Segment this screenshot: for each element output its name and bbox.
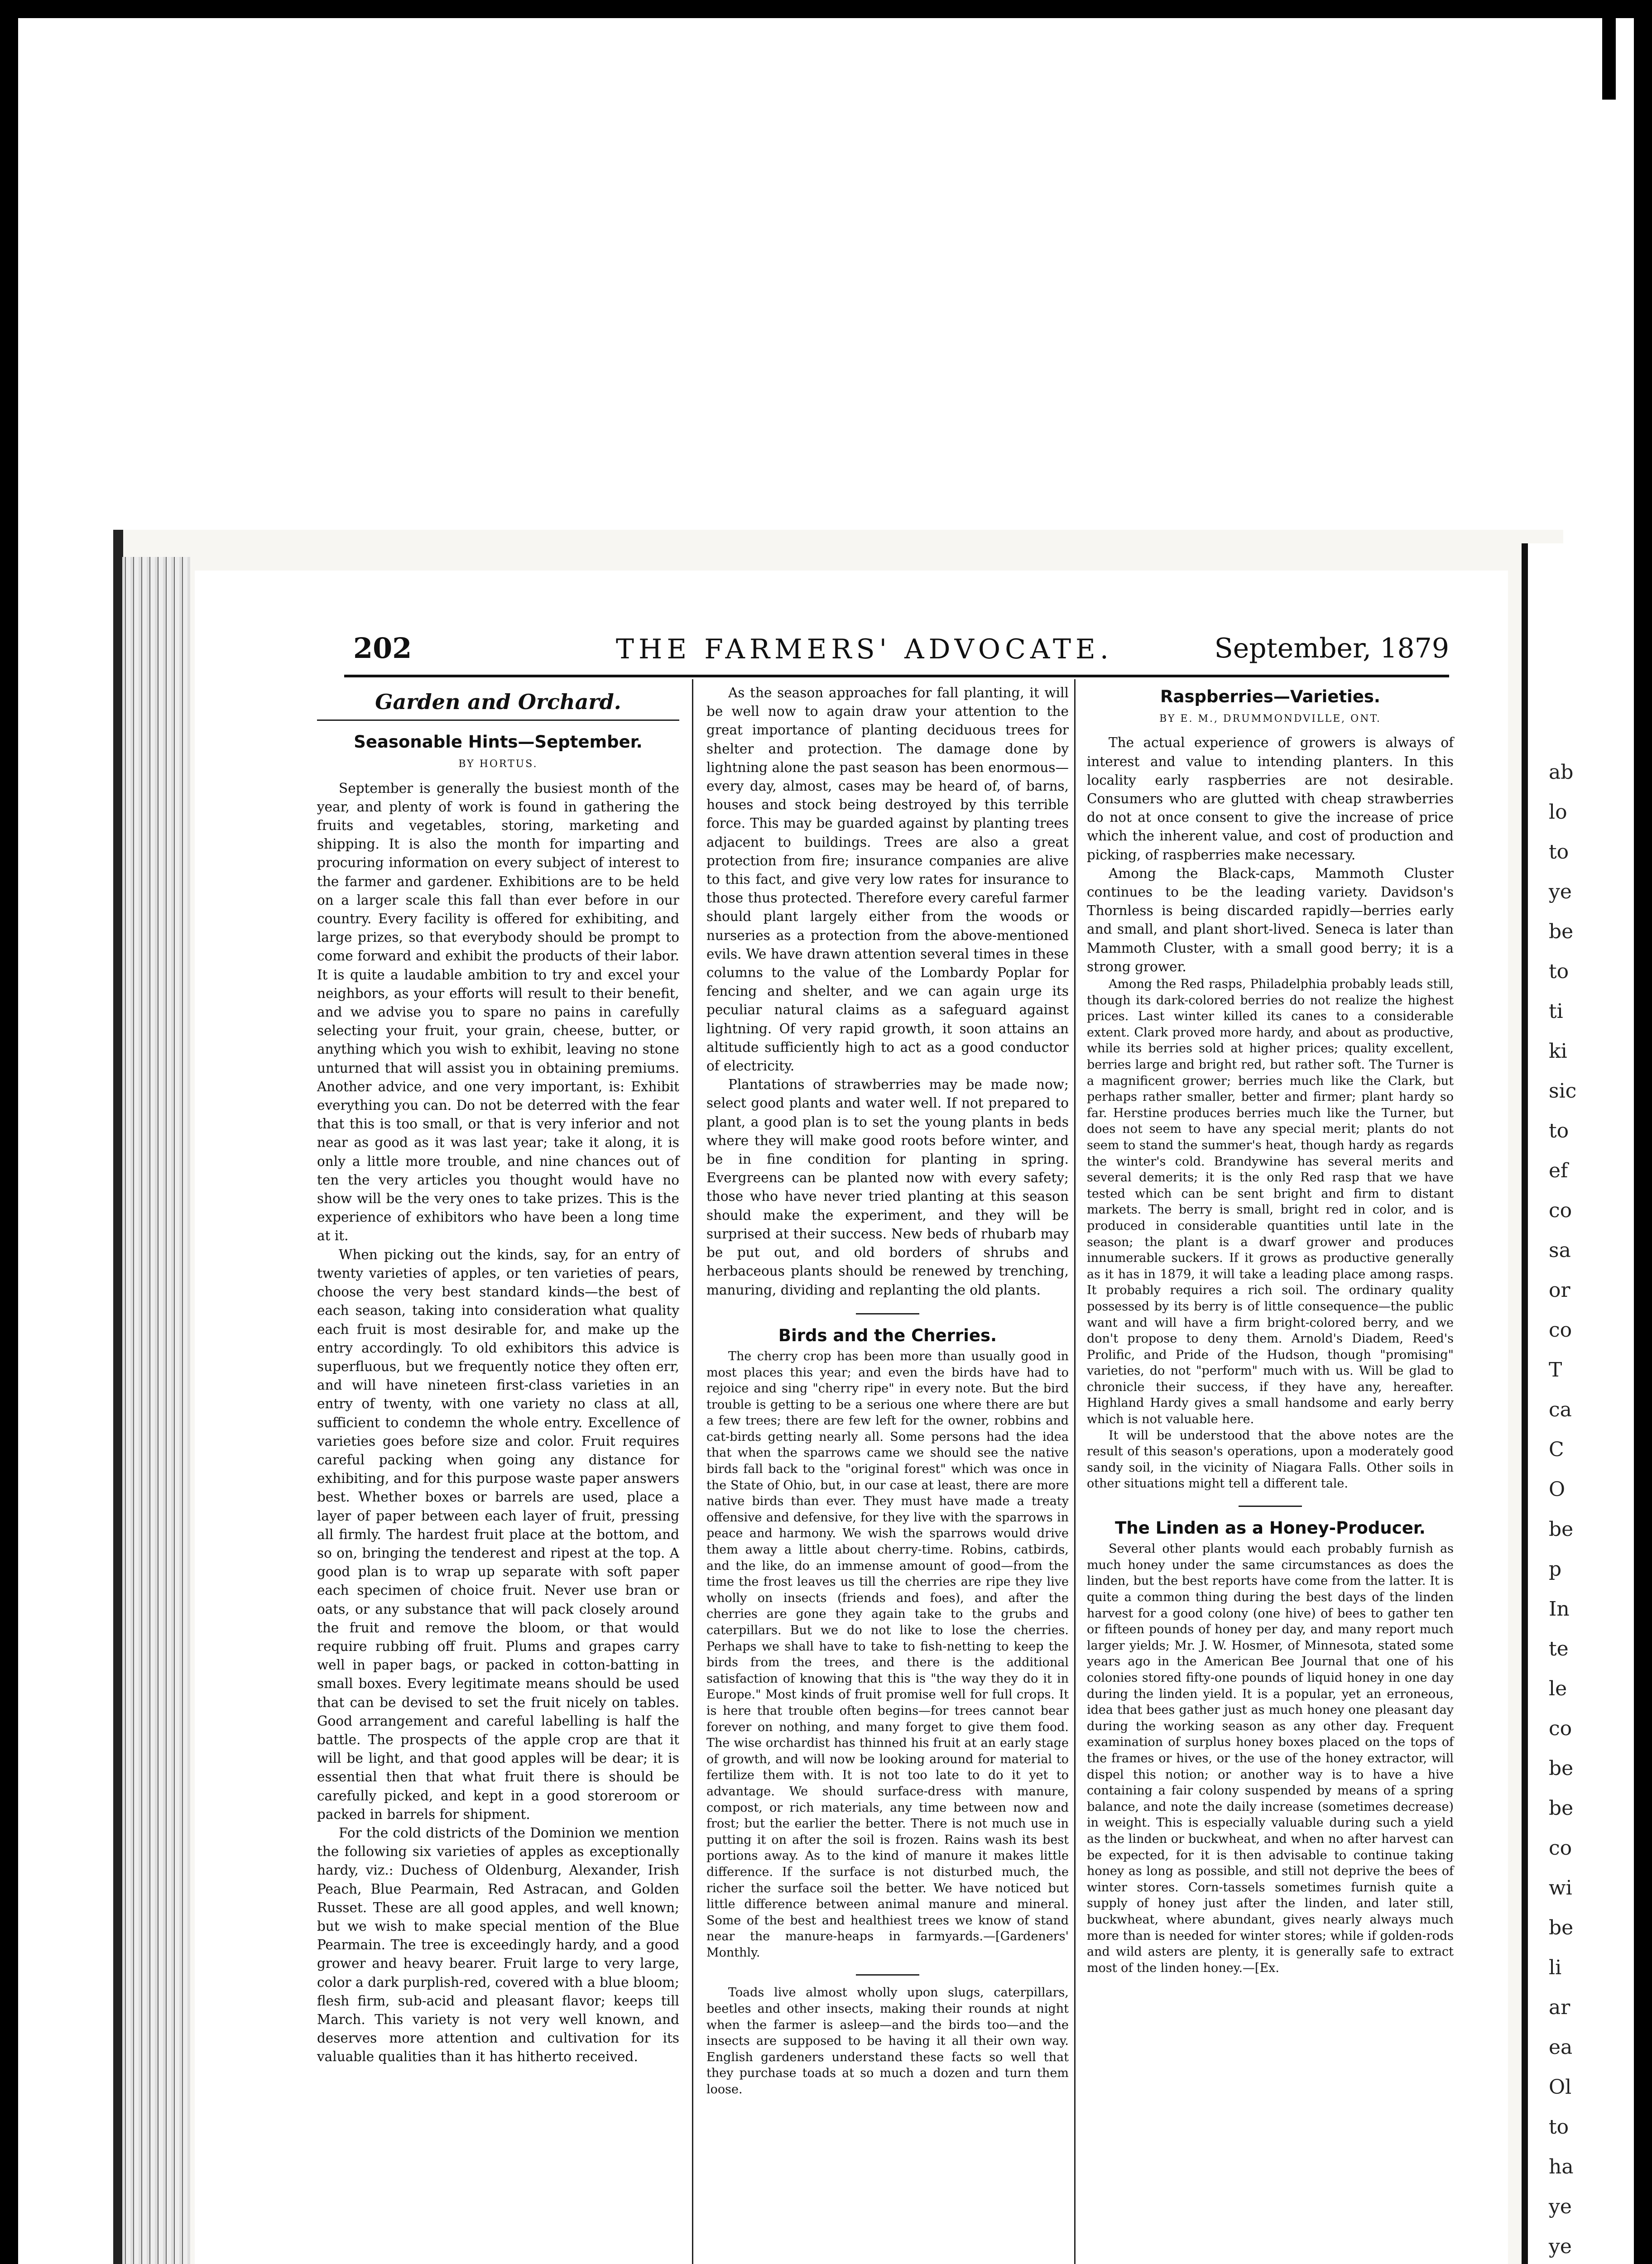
column-1 [317,684,679,2067]
margin-fragment: ye [1549,2195,1572,2218]
paragraph: Among the Red rasps, Philadelphia probably leads still, though its dark-colored berries do not realize the highest prices. Last winter killed its canes to a considerable extent. Clark proved more hardy, and about as productive, while its berries sold at higher prices; quality excellent, berries large and bright red, but rather soft. The Turner is a magnificent grower; berries much like the Clark, but perhaps rather smaller, better and firmer; plant hardy so far. Herstine produces berries much like the Turner, but does not seem to have any special merit; plants do not seem to stand the summer's heat, though hardy as regards the winter's cold. Brandywine has several merits and several demerits; it is the only Red rasp that we have tested which can be sent bright and firm to distant markets. The berry is small, bright red in color, and is produced in considerable quantities until late in the season; the plant is a dwarf grower and produces innumerable suckers. If it grows as productive generally as it has in 1879, it will take a leading place among rasps. It probably requires a rich soil. The ordinary quality possessed by its berry is of little consequence—the public want and will have a firm bright-colored berry, and we don't propose to deny them. Arnold's Diadem, Reed's Prolific, and Pride of the Hudson, though "promising" varieties, do not "perform" much with us. Will be glad to chronicle their success, if they have any, hereafter. Highland Hardy gives a small handsome and early berry which is not valuable here. [1087,977,1454,1427]
issue-date: September, 1879 [1214,633,1449,664]
article-title: Raspberries—Varieties. [1160,687,1380,706]
paragraph: September is generally the busiest month of the year, and plenty of work is found in gathering the fruits and vegetables, storing, marketing and shipping. It is also the month for imparting and procuring information on every subject of interest to the farmer and gardener. Exhibitions are to be held on a larger scale this fall than ever before in our country. Every facility is offered for exhibiting, and large prizes, so that everybody should be prompt to come forward and exhibit the products of their labor. It is quite a laudable ambition to try and excel your neighbors, as your efforts will result to their benefit, and we advise you to spare no pains in carefully selecting your fruit, your grain, cheese, butter, or anything which you wish to exhibit, leaving no stone unturned that will assist you in obtaining premiums. Another advice, and one very important, is: Exhibit everything you can. Do not be deterred with the fear that this is too small, or that is very inferior and not near as good as it was last year; take it along, it is only a little more trouble, and nine chances out of ten the very articles you thought would have no show will be the very ones to take prizes. This is the experience of exhibitors who have been a long time at it. [317,780,679,1244]
scan-edge [1602,18,1616,100]
margin-fragment: In [1549,1597,1570,1621]
margin-fragment: le [1549,1677,1567,1700]
paragraph: It will be understood that the above notes are the result of this season's operations, upon a moderately good sandy soil, in the vicinity of Niagara Falls. Other soils in other situations might tell a different tale. [1087,1428,1454,1491]
margin-fragment: be [1549,1797,1574,1820]
paragraph: For the cold districts of the Dominion we mention the following six varieties of apples as exceptionally hardy, viz.: Duchess of Oldenburg, Alexander, Irish Peach, Blue Pearmain, Red Astracan, and Golden Russet. These are all good apples, and well known; but we wish to make special mention of the Blue Pearmain. The tree is exceedingly hardy, and a good grower and heavy bearer. Fruit large to very large, color a dark purplish-red, covered with a blue bloom; flesh firm, sub-acid and pleasant flavor; keeps till March. This variety is not very well known, and deserves more attention and cultivation for its valuable qualities than it has hitherto received. [317,1825,679,2065]
separator [1239,1506,1302,1507]
margin-fragment: ar [1549,1996,1570,2019]
margin-fragment: lo [1549,801,1567,824]
article-byline: BY E. M., DRUMMONDVILLE, ONT. [1159,713,1381,725]
margin-fragment: li [1549,1956,1562,1979]
margin-fragment: ki [1549,1040,1567,1063]
margin-fragment: to [1549,2115,1569,2139]
page-edges [122,557,190,2264]
margin-fragment: ea [1549,2036,1573,2059]
margin-fragment: co [1549,1717,1572,1740]
margin-fragment: co [1549,1837,1572,1860]
margin-fragment: ha [1549,2155,1574,2178]
separator [856,1313,919,1314]
margin-fragment: wi [1549,1876,1572,1899]
paragraph: As the season approaches for fall planting, it will be well now to again draw your attention to the great importance of planting deciduous trees for shelter and protection. The damage done by lightning alone the past season has been enormous—every day, almost, cases may be heard of, of barns, houses and stock being destroyed by this terrible force. This may be guarded against by planting trees adjacent to buildings. Trees are also a great protection from fire; insurance companies are alive to this fact, and give very low rates for insurance to those thus protected. Therefore every careful farmer should plant largely either from the woods or nurseries as a protection from the above-mentioned evils. We have drawn attention several times in these columns to the value of the Lombardy Poplar for fencing and shelter, and we can again urge its peculiar natural claims as a safeguard against lightning. Of very rapid growth, it soon attains an altitude sufficiently high to act as a good conductor of electricity. [706,685,1069,1074]
paragraph: Among the Black-caps, Mammoth Cluster continues to be the leading variety. Davidson's Thornless is being discarded rapidly—berries early and small, and plant short-lived. Seneca is later than Mammoth Cluster, with a small good berry; it is a strong grower. [1087,865,1454,974]
section-title: Garden and Orchard. [375,690,621,714]
separator [856,1974,919,1976]
margin-fragment: sic [1549,1079,1577,1103]
page-header [353,632,1449,663]
margin-fragment: C [1549,1438,1564,1461]
paragraph: When picking out the kinds, say, for an entry of twenty varieties of apples, or ten varieties of pears, choose the very best standard kinds—the best of each season, taking into consideration what quality each fruit is most desirable for, and make up the entry accordingly. To old exhibitors this advice is superfluous, but we frequently notice they often err, and will have nineteen first-class varieties in an entry of twenty, with one variety no class at all, sufficient to condemn the whole entry. Excellence of varieties goes before size and color. Fruit requires careful packing when going any distance for exhibiting, and for this purpose waste paper answers best. Whether boxes or barrels are used, place a layer of paper between each layer of fruit, pressing all firmly. The hardest fruit place at the bottom, and so on, bringing the tenderest and ripest at the top. A good plan is to wrap up separate with soft paper each specimen of choice fruit. Never use bran or oats, or any substance that will pack closely around the fruit and remove the bloom, or that would require rubbing off fruit. Plums and grapes carry well in paper bags, or packed in cotton-batting in small boxes. Every legitimate means should be used that can be devised to set the fruit nicely on tables. Good arrangement and careful labelling is half the battle. The prospects of the apple crop are that it will be light, and that good apples will be dear; it is essential then that what fruit there is should be carefully picked, and kept in a good storeroom or packed in barrels for shipment. [317,1247,679,1822]
margin-fragment: to [1549,1119,1569,1142]
facing-page-strip [1522,543,1630,2264]
gutter-shadow [1522,543,1528,2264]
publication-title: THE FARMERS' ADVOCATE. [616,633,1113,665]
column-rule [692,679,693,2264]
margin-fragment: ef [1549,1159,1568,1182]
margin-fragment: be [1549,920,1574,943]
margin-fragment: or [1549,1279,1570,1302]
margin-fragment: sa [1549,1239,1571,1262]
margin-fragment: p [1549,1558,1562,1581]
column-2 [706,684,1069,2098]
page-number: 202 [353,632,412,665]
article-title: Birds and the Cherries. [778,1325,997,1345]
margin-fragment: O [1549,1478,1566,1501]
header-rule [344,675,1449,677]
margin-fragment: T [1549,1358,1562,1381]
margin-fragment: to [1549,840,1569,863]
margin-fragment: Ol [1549,2076,1572,2099]
paragraph: The cherry crop has been more than usually good in most places this year; and even the birds have had to rejoice and sing "cherry ripe" in every note. But the bird trouble is getting to be a serious one where there are but a few trees; there are few left for the owner, robbins and cat-birds getting nearly all. Some persons had the idea that when the sparrows came we should see the native birds fall back to the "original forest" which was once in the State of Ohio, but, in our case at least, there are more native birds than ever. They must have made a treaty offensive and defensive, for they live with the sparrows in peace and harmony. We wish the sparrows would drive them away a little about cherry-time. Robins, catbirds, and the like, do an immense amount of good—from the time the frost leaves us till the cherries are ripe they live wholly on insects (friends and foes), and after the cherries are gone they again take to the grubs and caterpillars. But we do not like to lose the cherries. Perhaps we shall have to take to fish-netting to keep the birds from the trees, and there is the additional satisfaction of knowing that this is "the way they do it in Europe." Most kinds of fruit promise well for full crops. It is here that trouble often begins—for trees cannot bear forever on nothing, and many forget to give them food. The wise orchardist has thinned his fruit at an early stage of growth, and will now be looking around for material to fertilize them with. It is not too late to do it yet to advantage. We should surface-dress with manure, compost, or rich materials, any time between now and frost; but the earlier the better. There is not much use in putting it on after the soil is frozen. Rains wash its best portions away. As to the kind of manure it makes little difference. If the surface is not disturbed much, the richer the surface soil the better. We have noticed but little difference between animal manure and mineral. Some of the best and healthiest trees we know of stand near the manure-heaps in farmyards.—[Gardeners' Monthly. [706,1349,1069,1960]
margin-fragment: co [1549,1319,1572,1342]
column-3 [1087,684,1454,1976]
section-rule [317,719,679,721]
margin-fragment: ca [1549,1398,1572,1421]
article-byline: BY HORTUS. [458,758,538,770]
margin-fragment: ye [1549,2235,1572,2258]
margin-fragment: be [1549,1518,1574,1541]
margin-fragment: ye [1549,880,1572,903]
margin-fragment: te [1549,1637,1569,1660]
paragraph: Several other plants would each probably furnish as much honey under the same circumstances as does the linden, but the best reports have come from the latter. It is quite a common thing during the best days of the linden harvest for a good colony (one hive) of bees to gather ten or fifteen pounds of honey per day, and many report much larger yields; Mr. J. W. Hosmer, of Minnesota, stated some years ago in the American Bee Journal that one of his colonies stored fifty-one pounds of liquid honey in one day during the linden yield. It is a popular, yet an erroneous, idea that bees gather just as much honey one pleasant day during the working season as any other day. Frequent examination of surplus honey boxes placed on the tops of the frames or hives, or the use of the honey extractor, will dispel this notion; or another way is to have a hive containing a fair colony suspended by means of a spring balance, and note the daily increase (sometimes decrease) in weight. This is especially valuable during such a yield as the linden or buckwheat, and when no after harvest can be expected, for it is then advisable to continue taking honey as long as possible, and still not deprive the bees of winter stores. Corn-tassels sometimes furnish quite a supply of honey just after the linden, and later still, buckwheat, where abundant, gives nearly always much more than is needed for winter stores; while if golden-rods and wild asters are plenty, it is generally safe to extract most of the linden honey.—[Ex. [1087,1542,1454,1975]
margin-fragment: ti [1549,1000,1563,1023]
margin-fragment: be [1549,1757,1574,1780]
margin-fragment: be [1549,1916,1574,1939]
column-rule [1074,679,1076,2264]
margin-fragment: co [1549,1199,1572,1222]
article-title: The Linden as a Honey-Producer. [1115,1518,1426,1538]
margin-fragment: to [1549,960,1569,983]
paragraph: Toads live almost wholly upon slugs, caterpillars, beetles and other insects, making their rounds at night when the farmer is asleep—and the birds too—and the insects are supposed to be having it all their own way. English gardeners understand these facts so well that they purchase toads at so much a dozen and turn them loose. [706,1986,1069,2097]
margin-fragment: ab [1549,761,1574,784]
paragraph: Plantations of strawberries may be made now; select good plants and water well. If not prepared to plant, a good plan is to set the young plants in beds where they will make good roots before winter, and be in fine condition for planting in spring. Evergreens can be planted now with every safety; those who have never tried planting at this season should make the experiment, and they will be surprised at their success. New beds of rhubarb may be put out, and old borders of shrubs and herbaceous plants should be renewed by trenching, manuring, dividing and replanting the old plants. [706,1077,1069,1298]
article-title: Seasonable Hints—September. [354,732,643,752]
paragraph: The actual experience of growers is always of interest and value to intending planters. In this locality early raspberries are not desirable. Consumers who are glutted with cheap strawberries do not at once consent to give the increase of price which the inherent value, and cost of production and picking, of raspberries make necessary. [1087,735,1454,863]
